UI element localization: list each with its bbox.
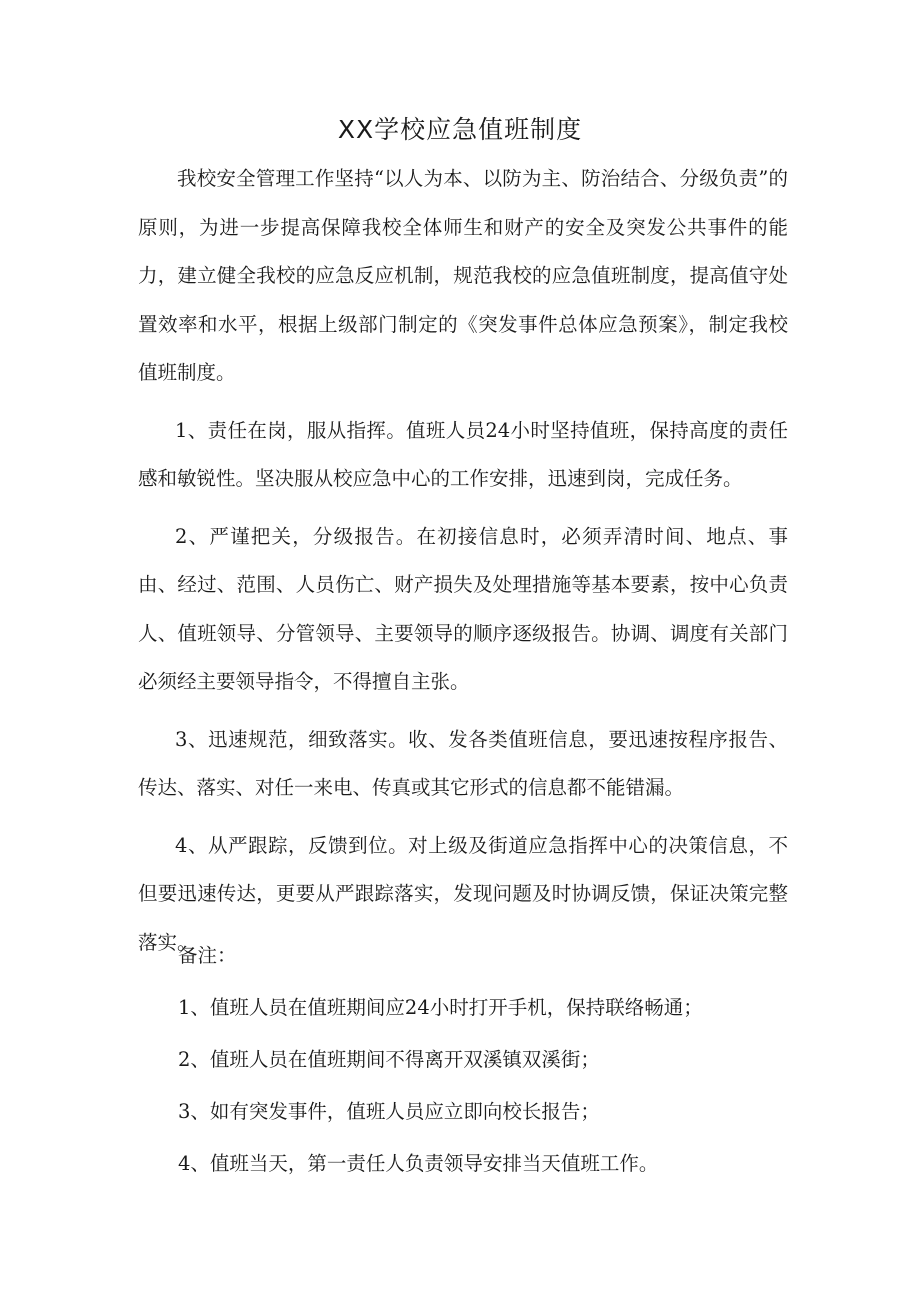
note-item-4: 4、值班当天，第一责任人负责领导安排当天值班工作。 xyxy=(178,1152,659,1175)
rule-paragraph-3: 3、迅速规范，细致落实。收、发各类值班信息，要迅速按程序报告、传达、落实、对任一来电、传真或其它形式的信息都不能错漏。 xyxy=(138,727,788,799)
rule-paragraph-2: 2、严谨把关，分级报告。在初接信息时，必须弄清时间、地点、事由、经过、范围、人员伤亡、财产损失及处理措施等基本要素，按中心负责人、值班领导、分管领导、主要领导的顺序逐级报告。协调、调度有关部门必须经主要领导指令，不得擅自主张。 xyxy=(138,524,788,693)
notes-heading: 备注： xyxy=(178,944,237,967)
note-item-3: 3、如有突发事件，值班人员应立即向校长报告； xyxy=(178,1100,600,1123)
rule-paragraph-1: 1、责任在岗，服从指挥。值班人员24小时坚持值班，保持高度的责任感和敏锐性。坚决服从校应急中心的工作安排，迅速到岗，完成任务。 xyxy=(138,418,788,490)
notes-section xyxy=(178,932,798,1192)
note-item-2: 2、值班人员在值班期间不得离开双溪镇双溪街； xyxy=(178,1048,600,1071)
intro-paragraph: 我校安全管理工作坚持“以人为本、以防为主、防治结合、分级负责”的原则，为进一步提高保障我校全体师生和财产的安全及突发公共事件的能力，建立健全我校的应急反应机制，规范我校的应急值班制度，提高值守处置效率和水平，根据上级部门制定的《突发事件总体应急预案》，制定我校值班制度。 xyxy=(138,167,788,384)
note-item-1: 1、值班人员在值班期间应24小时打开手机，保持联络畅通； xyxy=(178,996,703,1019)
rule-paragraph-4: 4、从严跟踪，反馈到位。对上级及街道应急指挥中心的决策信息，不但要迅速传达，更要从严跟踪落实，发现问题及时协调反馈，保证决策完整落实。 xyxy=(138,833,788,954)
document-body xyxy=(138,155,788,967)
document-title: XX学校应急值班制度 xyxy=(337,115,583,144)
